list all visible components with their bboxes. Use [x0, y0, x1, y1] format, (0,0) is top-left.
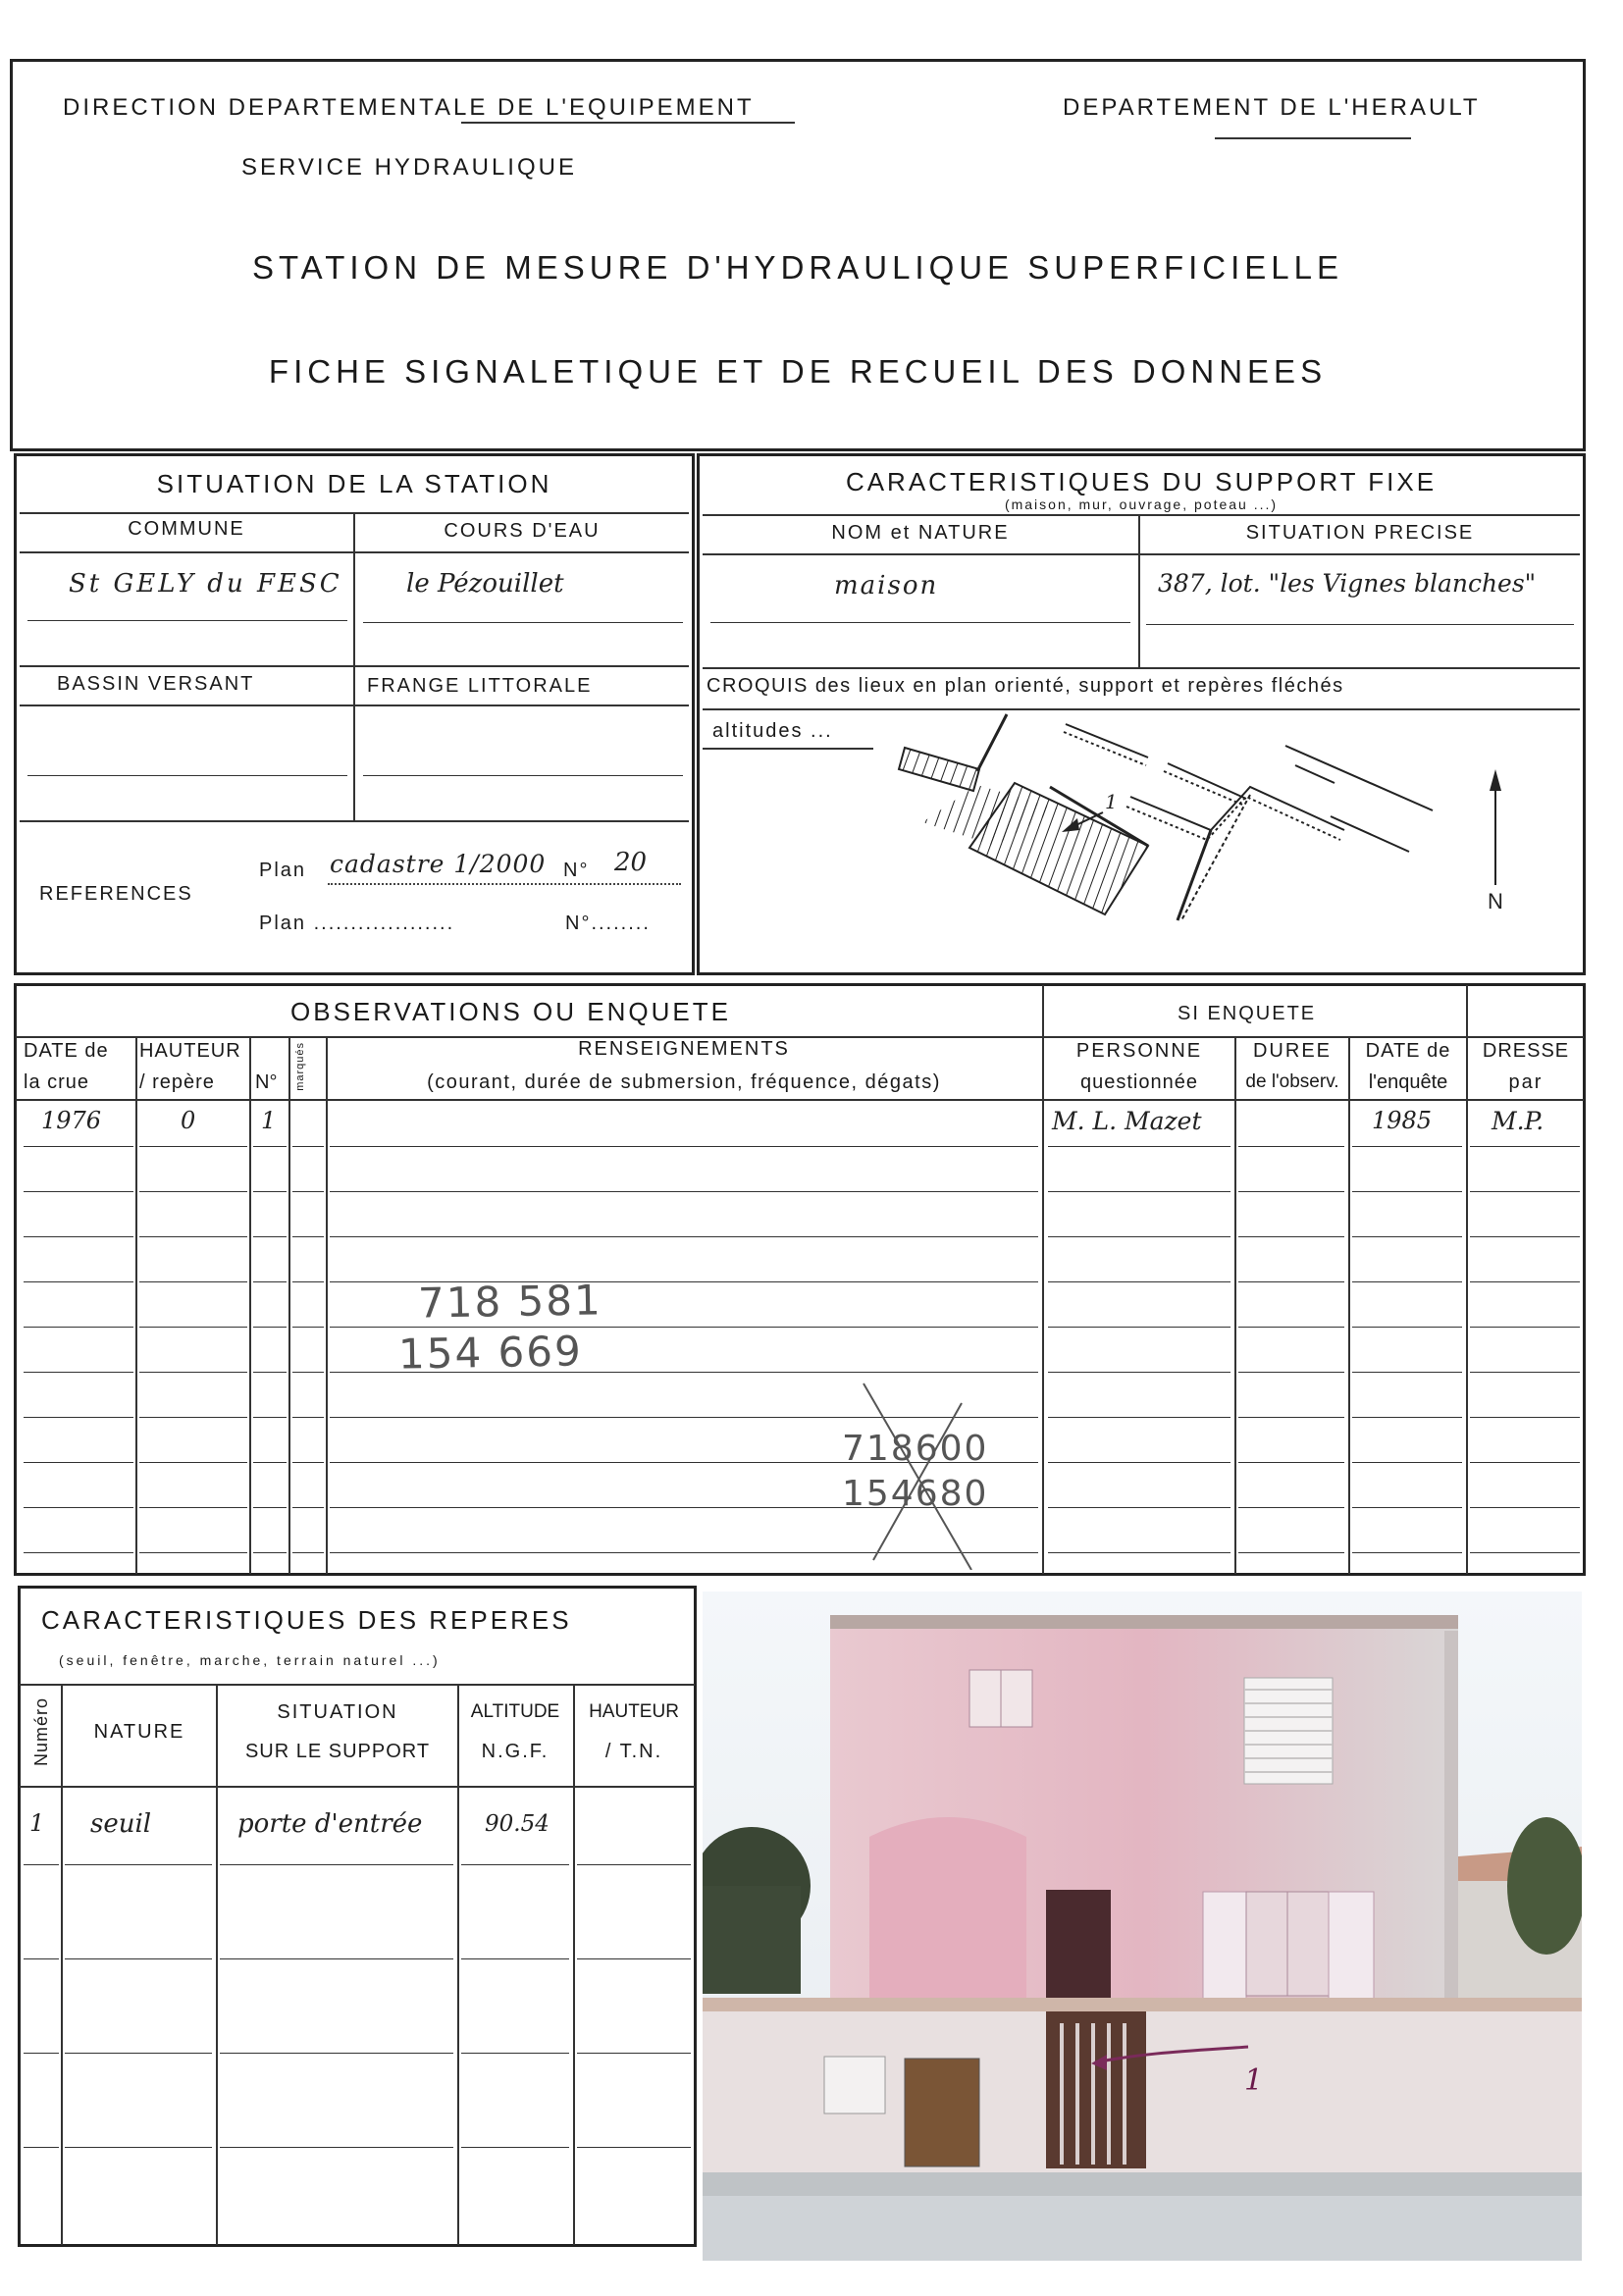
ruled-line [220, 2147, 453, 2148]
ruled-line [139, 1327, 247, 1328]
frange-line-1 [363, 775, 683, 776]
house-photo [703, 1592, 1582, 2261]
ruled-line [1238, 1146, 1344, 1147]
ruled-line [24, 2147, 59, 2148]
no-label-1: N° [563, 860, 590, 881]
col-line-hauteur [249, 1036, 251, 1574]
ruled-line [1238, 1372, 1344, 1373]
no-label-2: N°........ [565, 913, 651, 934]
ruled-line [1470, 1281, 1580, 1282]
title-line-1: STATION DE MESURE D'HYDRAULIQUE SUPERFICIELLE [251, 249, 1344, 286]
ruled-line [1238, 1327, 1344, 1328]
coordinates-1a: 718 581 [417, 1276, 603, 1328]
reperes-subheading: (seuil, fenêtre, marche, terrain naturel ...) [59, 1652, 441, 1668]
ruled-line [253, 1507, 287, 1508]
ruled-line [253, 1372, 287, 1373]
bassin-label: BASSIN VERSANT [57, 673, 255, 695]
rep-row-numero: 1 [29, 1809, 45, 1837]
plan-label-1: Plan [259, 860, 307, 881]
direction-label: DIRECTION DEPARTEMENTALE DE L'EQUIPEMENT [63, 94, 755, 121]
rep-col-hauteur-1: HAUTEUR [589, 1701, 679, 1722]
plan-label-2: Plan ................... [259, 913, 455, 934]
ruled-line [1048, 1462, 1230, 1463]
commune-line-1 [27, 620, 347, 621]
cours-value: le Pézouillet [406, 569, 564, 599]
ruled-line [220, 2053, 453, 2054]
ruled-line [292, 1417, 324, 1418]
cours-rule [355, 551, 689, 553]
rep-row-situation: porte d'entrée [237, 1809, 423, 1839]
ruled-line [139, 1191, 247, 1192]
ruled-line [24, 1958, 59, 1959]
coordinates-2a: 718600 [842, 1429, 989, 1469]
ruled-line [1048, 1146, 1230, 1147]
col-dresse-header-2: par [1508, 1071, 1544, 1093]
ruled-line [292, 1191, 324, 1192]
col-personne-header-1: PERSONNE [1075, 1040, 1203, 1062]
col-hauteur-header-1: HAUTEUR [139, 1040, 241, 1062]
rep-row-nature: seuil [90, 1809, 152, 1839]
ruled-line [1352, 1281, 1462, 1282]
croquis-rule [703, 667, 1580, 669]
support-heading-rule [703, 514, 1580, 516]
ruled-line [1238, 1236, 1344, 1237]
ruled-line [24, 1236, 133, 1237]
col-line-no [288, 1036, 290, 1574]
plan-value-1: cadastre 1/2000 [330, 850, 547, 878]
ruled-line [24, 2053, 59, 2054]
rep-col-altitude-2: N.G.F. [481, 1741, 550, 1762]
bassin-line-1 [27, 775, 347, 776]
col-line-date [135, 1036, 137, 1574]
ruled-line [24, 1462, 133, 1463]
ruled-line [292, 1552, 324, 1553]
direction-underline [461, 122, 795, 124]
ruled-line [1238, 1191, 1344, 1192]
ruled-line [292, 1327, 324, 1328]
row-no: 1 [261, 1107, 277, 1134]
ruled-line [139, 1372, 247, 1373]
rep-col-nature: NATURE [93, 1721, 185, 1743]
cours-line-1 [363, 622, 683, 623]
ruled-line [292, 1146, 324, 1147]
cours-label: COURS D'EAU [444, 520, 601, 542]
col-duree-header-1: DUREE [1252, 1040, 1332, 1062]
col-duree-header-2: de l'observ. [1245, 1071, 1339, 1092]
ruled-line [65, 1864, 212, 1865]
ruled-line [292, 1281, 324, 1282]
ruled-line [461, 1864, 569, 1865]
ruled-line [1470, 1462, 1580, 1463]
ruled-line [65, 1958, 212, 1959]
ruled-line [1238, 1281, 1344, 1282]
ruled-line [253, 1281, 287, 1282]
ruled-line [1048, 1236, 1230, 1237]
situation-heading: SITUATION DE LA STATION [156, 469, 552, 498]
nom-label: NOM et NATURE [831, 522, 1010, 544]
ruled-line [1470, 1191, 1580, 1192]
ruled-line [220, 1958, 453, 1959]
ruled-line [1470, 1146, 1580, 1147]
rep-col-situation-2: SUR LE SUPPORT [244, 1741, 431, 1762]
ruled-line [139, 1146, 247, 1147]
rep-col-hauteur-2: / T.N. [604, 1741, 663, 1762]
reperes-heading: CARACTERISTIQUES DES REPERES [41, 1605, 572, 1635]
rep-col-numero: Numéro [31, 1697, 51, 1767]
service-label: SERVICE HYDRAULIQUE [241, 154, 577, 181]
col-line-duree [1234, 1036, 1236, 1574]
ruled-line [139, 1507, 247, 1508]
no-value-1: 20 [614, 848, 648, 877]
coordinates-2b: 154680 [842, 1474, 989, 1514]
col-rens-header-2: (courant, durée de submersion, fréquence, dégats) [427, 1071, 941, 1093]
ruled-line [139, 1552, 247, 1553]
ruled-line [577, 1864, 691, 1865]
frange-rule [355, 704, 689, 706]
ruled-line [24, 1327, 133, 1328]
ruled-line [24, 1146, 133, 1147]
rep-col-line-2 [216, 1684, 218, 2245]
ruled-line [24, 1864, 59, 1865]
croquis-label: CROQUIS des lieux en plan orienté, support et repères fléchés [707, 675, 1344, 697]
ruled-line [1352, 1507, 1462, 1508]
rep-col-line-4 [573, 1684, 575, 2245]
col-no-header: N° [255, 1071, 278, 1093]
photo-marker: 1 [1244, 2063, 1264, 2098]
sketch-marker: 1 [1105, 790, 1118, 813]
coordinates-1b: 154 669 [397, 1327, 584, 1379]
ruled-line [292, 1372, 324, 1373]
ruled-line [24, 1281, 133, 1282]
nom-value: maison [834, 571, 939, 600]
ruled-line [1470, 1327, 1580, 1328]
col-datee-header-2: l'enquête [1368, 1071, 1448, 1093]
ruled-line [24, 1191, 133, 1192]
ruled-line [1048, 1191, 1230, 1192]
support-heading: CARACTERISTIQUES DU SUPPORT FIXE [845, 467, 1438, 496]
col-date-header-2: la crue [24, 1071, 90, 1093]
col-personne-header-2: questionnée [1080, 1071, 1198, 1093]
altitudes-underline [703, 748, 873, 750]
rep-col-line-3 [457, 1684, 459, 2245]
altitudes-label: altitudes ... [712, 720, 833, 742]
ruled-line [24, 1417, 133, 1418]
ruled-line [1470, 1236, 1580, 1237]
ruled-line [461, 2147, 569, 2148]
ruled-line [1352, 1236, 1462, 1237]
ruled-line [1352, 1417, 1462, 1418]
ruled-line [139, 1417, 247, 1418]
col-line-datee [1348, 1036, 1350, 1574]
ruled-line [139, 1281, 247, 1282]
departement-underline [1215, 137, 1411, 139]
rep-row-altitude: 90.54 [485, 1811, 550, 1837]
col-hauteur-header-2: / repère [139, 1071, 215, 1093]
ruled-line [65, 2053, 212, 2054]
title-line-2: FICHE SIGNALETIQUE ET DE RECUEIL DES DONNEES [268, 353, 1328, 390]
ruled-line [330, 1236, 1038, 1237]
references-label: REFERENCES [39, 883, 193, 905]
ruled-line [253, 1462, 287, 1463]
ruled-line [1048, 1372, 1230, 1373]
situation-low-rule [20, 820, 689, 822]
ruled-line [577, 2053, 691, 2054]
ruled-line [139, 1236, 247, 1237]
observations-heading: OBSERVATIONS OU ENQUETE [290, 997, 731, 1026]
ruled-line [253, 1417, 287, 1418]
rep-col-line-1 [61, 1684, 63, 2245]
commune-rule [20, 551, 353, 553]
situation-precise-rule [1140, 553, 1580, 555]
ruled-line [1352, 1146, 1462, 1147]
plan-dotted-1 [328, 883, 681, 885]
col-dresse-header-1: DRESSE [1482, 1040, 1570, 1062]
situation-line-1 [1146, 624, 1574, 625]
ruled-line [1470, 1507, 1580, 1508]
ruled-line [253, 1191, 287, 1192]
commune-label: COMMUNE [128, 518, 245, 540]
situation-precise-value: 387, lot. "les Vignes blanches" [1158, 569, 1537, 598]
ruled-line [330, 1146, 1038, 1147]
col-line-marques [326, 1036, 328, 1574]
ruled-line [24, 1507, 133, 1508]
row-date-enquete: 1985 [1372, 1107, 1433, 1134]
col-datee-header-1: DATE de [1365, 1040, 1451, 1062]
ruled-line [577, 2147, 691, 2148]
ruled-line [65, 2147, 212, 2148]
ruled-line [1048, 1552, 1230, 1553]
ruled-line [1470, 1552, 1580, 1553]
ruled-line [292, 1462, 324, 1463]
crossed-out-mark [844, 1374, 1001, 1570]
row-date: 1976 [41, 1107, 102, 1134]
nom-rule [703, 553, 1138, 555]
nom-line-1 [710, 622, 1130, 623]
ruled-line [1238, 1462, 1344, 1463]
ruled-line [253, 1552, 287, 1553]
rep-col-altitude-1: ALTITUDE [470, 1701, 560, 1722]
ruled-line [1352, 1191, 1462, 1192]
situation-precise-label: SITUATION PRECISE [1245, 522, 1475, 544]
ruled-line [1470, 1372, 1580, 1373]
ruled-line [1238, 1417, 1344, 1418]
ruled-line [24, 1372, 133, 1373]
ruled-line [461, 2053, 569, 2054]
support-subheading: (maison, mur, ouvrage, poteau ...) [1004, 496, 1279, 512]
ruled-line [253, 1236, 287, 1237]
ruled-line [220, 1864, 453, 1865]
site-sketch [883, 708, 1570, 944]
enquete-heading: SI ENQUETE [1178, 1003, 1317, 1024]
ruled-line [139, 1462, 247, 1463]
situation-divider [353, 514, 355, 820]
situation-mid-rule [20, 665, 689, 667]
rep-col-situation-1: SITUATION [277, 1701, 398, 1723]
departement-label: DEPARTEMENT DE L'HERAULT [1063, 94, 1481, 121]
ruled-line [330, 1191, 1038, 1192]
col-date-header-1: DATE de [24, 1040, 109, 1062]
north-label: N [1488, 889, 1503, 913]
ruled-line [1048, 1327, 1230, 1328]
ruled-line [253, 1146, 287, 1147]
ruled-line [461, 1958, 569, 1959]
ruled-line [1048, 1507, 1230, 1508]
ruled-line [292, 1507, 324, 1508]
col-marques-header: marqués [294, 1042, 306, 1091]
row-personne: M. L. Mazet [1052, 1107, 1202, 1135]
ruled-line [292, 1236, 324, 1237]
reperes-header-rule [20, 1786, 695, 1788]
reperes-heading-rule [20, 1684, 695, 1686]
ruled-line [1238, 1507, 1344, 1508]
ruled-line [1352, 1372, 1462, 1373]
ruled-line [577, 1958, 691, 1959]
ruled-line [1352, 1552, 1462, 1553]
col-rens-header-1: RENSEIGNEMENTS [578, 1038, 790, 1060]
ruled-line [1352, 1462, 1462, 1463]
commune-value: St GELY du FESC [69, 569, 342, 599]
house-photo-drawing [703, 1592, 1582, 2261]
ruled-line [24, 1552, 133, 1553]
ruled-line [1048, 1417, 1230, 1418]
ruled-line [1238, 1552, 1344, 1553]
bassin-rule [20, 704, 353, 706]
obs-header-rule [16, 1099, 1584, 1101]
ruled-line [1470, 1417, 1580, 1418]
frange-label: FRANGE LITTORALE [367, 675, 593, 697]
ruled-line [1352, 1327, 1462, 1328]
ruled-line [253, 1327, 287, 1328]
ruled-line [1048, 1281, 1230, 1282]
row-dresse: M.P. [1492, 1107, 1544, 1135]
row-hauteur: 0 [181, 1107, 196, 1134]
